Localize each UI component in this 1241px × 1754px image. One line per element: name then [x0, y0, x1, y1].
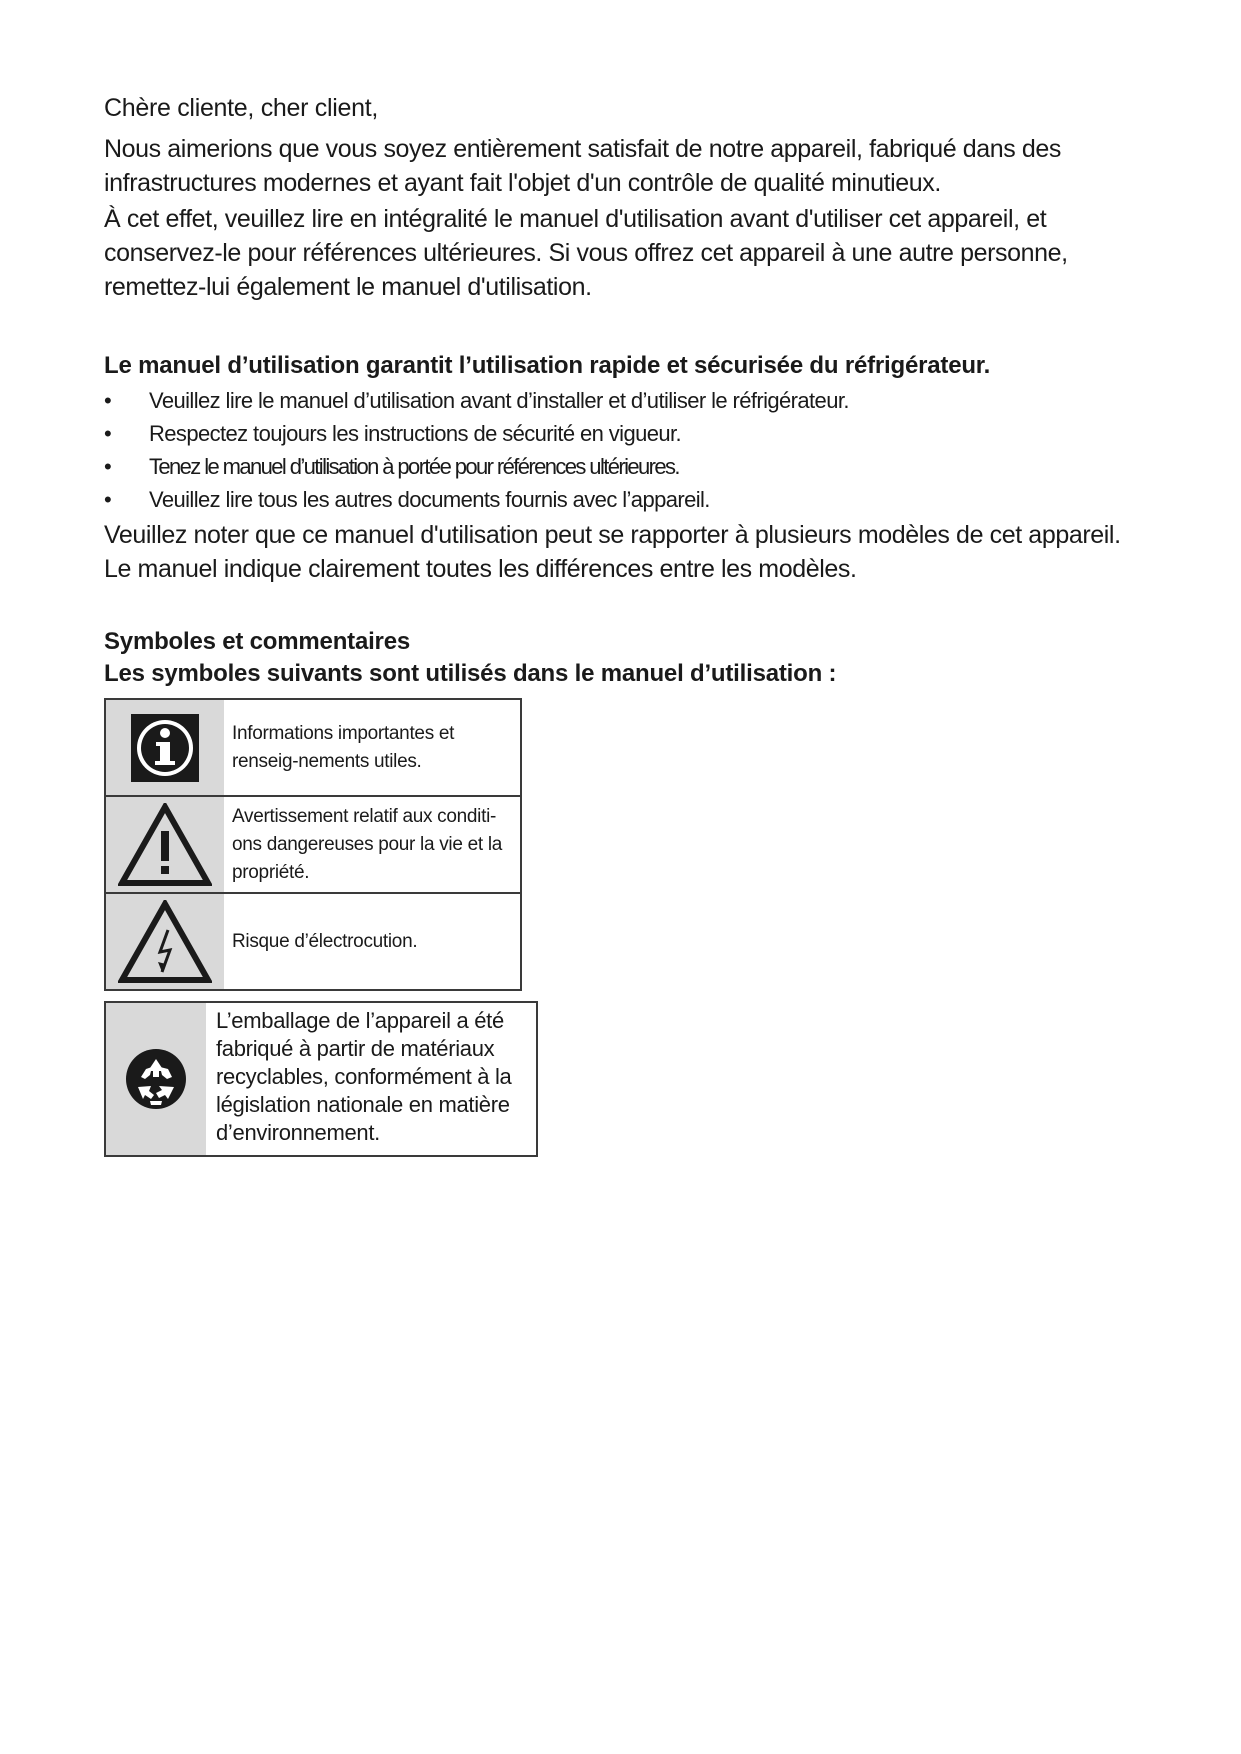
symbols-table: [104, 698, 522, 991]
bullet-marker: •: [104, 421, 112, 446]
list-item: [104, 384, 1124, 417]
symbol-row-info: [106, 700, 520, 797]
models-note: Veuillez noter que ce manuel d'utilisation peut se rapporter à plusieurs modèles de cet appareil. Le manuel indique clairement toutes les différences entre les modèles.: [104, 521, 1121, 583]
recycle-note-box: [104, 1001, 538, 1157]
manual-bullet-list: [104, 384, 1124, 516]
bullet-text: Respectez toujours les instructions de sécurité en vigueur.: [149, 421, 682, 446]
list-item: [104, 450, 1124, 483]
bullet-text: Tenez le manuel d’utilisation à portée pour références ultérieures.: [149, 454, 679, 479]
symbol-row-electric: [106, 894, 520, 989]
electric-shock-icon: [106, 894, 224, 989]
list-item: [104, 417, 1124, 450]
symbol-row-text: Informations importantes et renseig-nements utiles.: [232, 722, 455, 772]
symbols-heading: Symboles et commentaires: [104, 628, 410, 655]
bullet-marker: •: [104, 388, 112, 413]
symbol-row-warning: [106, 797, 520, 894]
manual-page: [104, 92, 1124, 1157]
info-icon: [106, 700, 224, 795]
recycle-icon: [106, 1003, 206, 1155]
greeting: Chère cliente, cher client,: [104, 94, 378, 122]
recycle-note-text: L’emballage de l’appareil a été fabriqué à partir de matériaux recyclables, conformément à la législation nationale en matière d’environnement.: [216, 1008, 512, 1145]
bullet-marker: •: [104, 454, 111, 479]
intro-paragraph-1: Nous aimerions que vous soyez entièrement satisfait de notre appareil, fabriqué dans des infrastructures modernes et ayant fait l'objet d'un contrôle de qualité minutieux.: [104, 135, 1062, 197]
intro-paragraph-2: À cet effet, veuillez lire en intégralité le manuel d'utilisation avant d'utiliser cet appareil, et conservez-le pour références ultérieures. Si vous offrez cet appareil à une autre personne, remettez-lui également le manuel d'utilisation.: [104, 205, 1068, 301]
symbols-subheading: Les symboles suivants sont utilisés dans le manuel d’utilisation :: [104, 660, 837, 687]
manual-heading: Le manuel d’utilisation garantit l’utilisation rapide et sécurisée du réfrigérateur.: [104, 352, 991, 379]
bullet-text: Veuillez lire le manuel d’utilisation avant d’installer et d’utiliser le réfrigérateur.: [149, 388, 849, 413]
list-item: [104, 483, 1124, 516]
symbol-row-text: Avertissement relatif aux conditi-ons dangereuses pour la vie et la propriété.: [232, 805, 503, 883]
bullet-marker: •: [104, 487, 112, 512]
warning-icon: [106, 797, 224, 892]
bullet-text: Veuillez lire tous les autres documents fournis avec l’appareil.: [149, 487, 710, 512]
symbol-row-text: Risque d’électrocution.: [232, 930, 418, 952]
